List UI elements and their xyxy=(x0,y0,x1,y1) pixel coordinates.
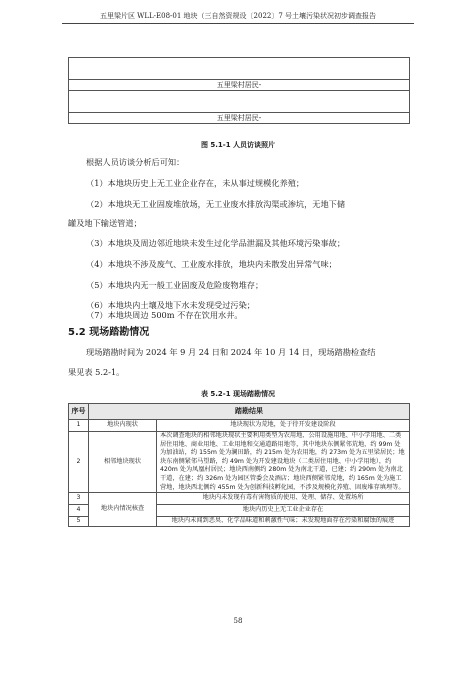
table-caption: 表 5.2-1 现场踏勘情况 xyxy=(200,390,276,398)
interview-item-continuation: 罐及地下输送管道； xyxy=(68,218,142,228)
row-no: 2 xyxy=(69,432,89,493)
page-number: 58 xyxy=(233,617,243,625)
row-result: 地块现状为荒地，处于待开发建设阶段 xyxy=(157,420,410,432)
table-row xyxy=(69,420,410,432)
photo-caption: 五里梁村居民- xyxy=(69,113,410,124)
interview-item: （4）本地块不涉及废气、工业废水排放，地块内未散发出异常气味； xyxy=(86,259,337,269)
row-result: 地块内历史上无工业企业存在 xyxy=(157,505,410,517)
interview-item: （3）本地块及周边邻近地块未发生过化学品泄漏及其他环境污染事故； xyxy=(86,238,346,248)
section-title: 5.2 现场踏勘情况 xyxy=(68,327,150,338)
table-row xyxy=(69,493,410,505)
row-result: 地块内未发现有毒有害物质的使用、处理、储存、处置场所 xyxy=(157,493,410,505)
section-paragraph: 现场踏勘时间为 2024 年 9 月 24 日和 2024 年 10 月 14 日，现场踏勘检查结 xyxy=(86,347,376,357)
interview-item: （5）本地块内无一般工业固废及危险废物堆存； xyxy=(86,280,264,290)
interview-intro: 根据人员访谈分析后可知： xyxy=(86,157,185,167)
row-result: 地块内未闻到恶臭、化学品味道和刺激性气味；未发现地面存在污染和腐蚀的痕迹 xyxy=(157,517,410,527)
header-result: 踏勘结果 xyxy=(89,404,410,420)
row-item: 相邻地块现状 xyxy=(89,432,157,493)
header-no: 序号 xyxy=(69,404,89,420)
photo-caption: 五里梁村居民- xyxy=(69,80,410,91)
interview-item: （2）本地块无工业固废堆放场，无工业废水排放沟渠或渗坑，无地下储 xyxy=(86,199,346,209)
table-header-row xyxy=(69,404,410,420)
photo-table xyxy=(68,57,410,124)
photo-cell xyxy=(69,91,410,113)
row-no: 3 xyxy=(69,493,89,505)
header-rule xyxy=(62,23,414,24)
row-result: 本次调查地块的相邻地块现状主要利用类型为农用地、公用设施用地、中小学用地、二类居住用地、商业用地、工业用地和交通道路用地等，其中地块东侧紧邻荒地，约 99m 处为加油站，约 155m 处为澜田路，约 215m 处为农用地，约 273m 处为五里梁居民；地块东南侧紧邻马望路，约 49m 处为开发建设地块（二类居住用地、中小学用地），约 420m 处为凤凰村居民；地块西南侧约 280m 处为南北干道，已建；约 290m 处为南北干道，在建；约 326m 处为园区管委会及酒店；地块西侧紧邻荒地，约 165m 处为施工营地，地块西北侧约 455m 处为创新科技孵化园，不涉及规模化养殖、固废堆存填埋等。 xyxy=(157,432,410,493)
survey-table xyxy=(68,403,410,527)
interview-item: （6）本地块内土壤及地下水未发现受过污染； xyxy=(86,300,255,310)
row-no: 5 xyxy=(69,517,89,527)
row-item: 地块内情况核查 xyxy=(89,493,157,527)
row-no: 1 xyxy=(69,420,89,432)
row-item: 地块内现状 xyxy=(89,420,157,432)
photo-cell xyxy=(69,58,410,80)
section-paragraph-cont: 果见表 5.2-1。 xyxy=(68,367,125,377)
interview-item: （7）本地块周边 500m 不存在饮用水井。 xyxy=(86,310,243,320)
page-header: 五里梁片区 WLL-E08-01 地块（三自然资规设〔2022〕7 号土壤污染状况初步调查报告 xyxy=(99,12,377,20)
figure-caption: 图 5.1-1 人员访谈照片 xyxy=(200,141,276,149)
row-no: 4 xyxy=(69,505,89,517)
interview-item: （1）本地块历史上无工业企业存在，未从事过规模化养殖； xyxy=(86,178,305,188)
table-row xyxy=(69,432,410,493)
